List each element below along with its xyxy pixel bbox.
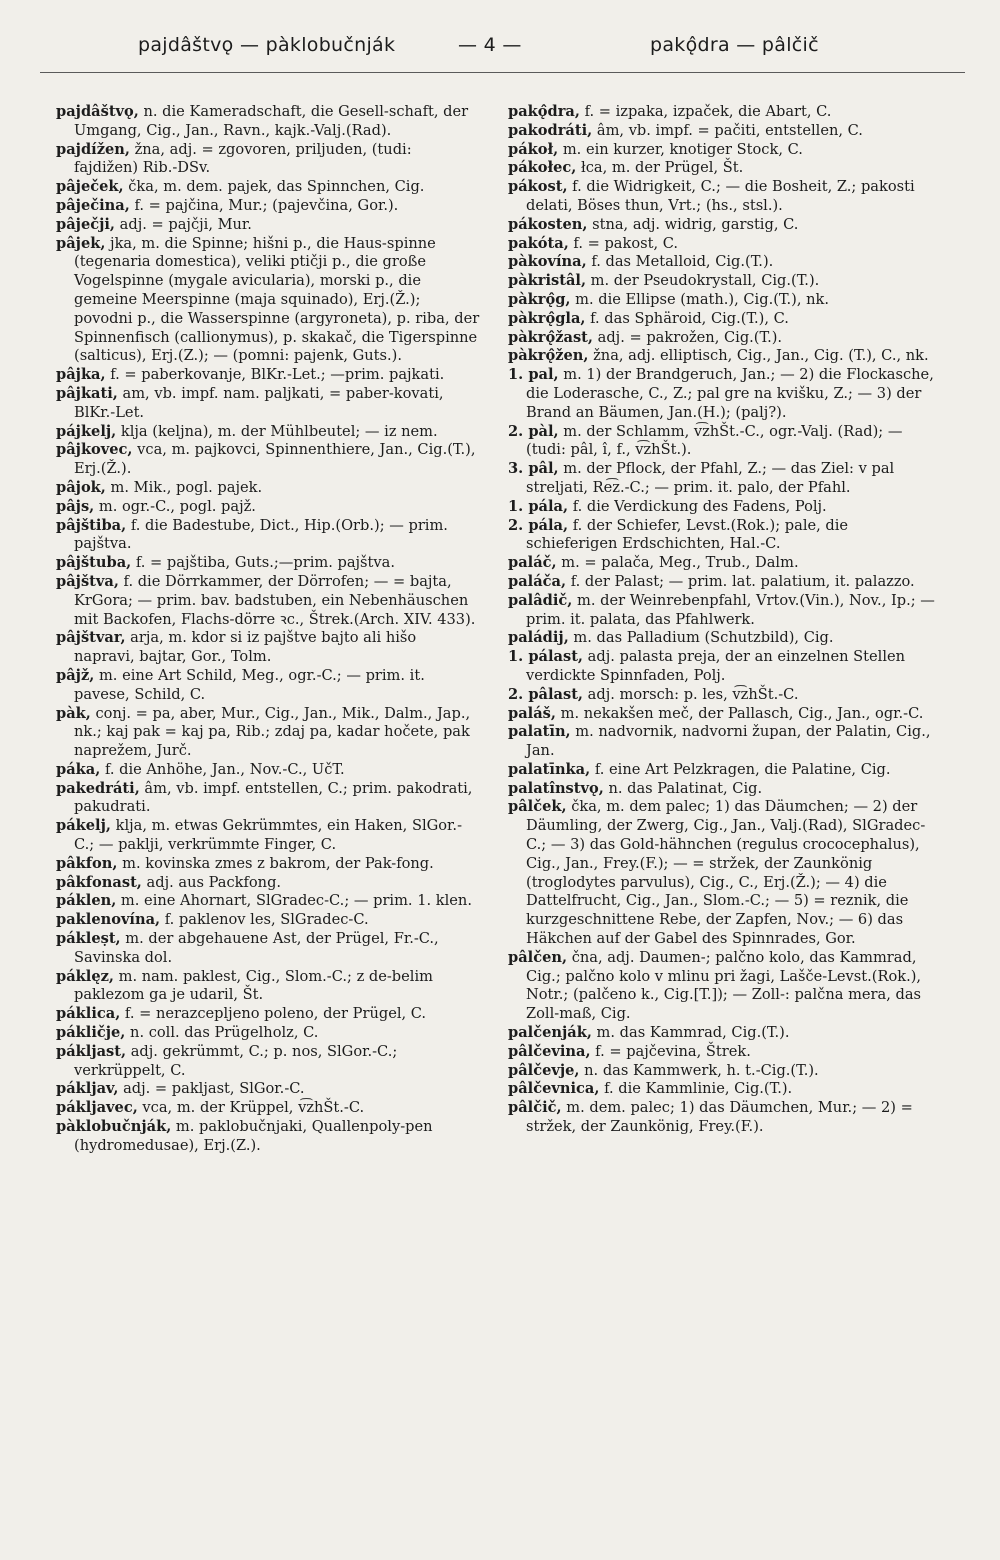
entry-definition: n. die Kameradschaft, die Gesell-schaft, der Umgang, Cig., Jan., Ravn., kajk.-Valj.(Rad).	[74, 103, 469, 139]
entry-headword: pâlčevnica,	[508, 1080, 600, 1098]
entry-definition: arja, m. kdor si iz pajštve bajto ali hišo napravi, bajtar, Gor., Tolm.	[74, 629, 417, 666]
entry-definition: m. das Palladium (Schutzbild), Cig.	[568, 629, 834, 647]
entry-definition: čka, m. dem palec; 1) das Däumchen; — 2) der Däumling, der Zwerg, Cig., Jan., Valj.(Rad), SlGradec-C.; — 3) das Gold-hähnchen (regulus crococephalus), Cig., Jan., Frey.(F.); — = stržek, der Zaunkönig (troglodytes parvulus), Cig., C., Erj.(Ž.); — 4) die Dattelfrucht, Cig., Jan., Slom.-C.; — 5) = reznik, die kurzgeschnittene Rebe, der Zapfen, Nov.; — 6) das Häkchen auf der Gabel des Spinnrades, Gor.	[526, 798, 926, 948]
running-header	[40, 34, 965, 64]
entry-definition: f. = pajštiba, Guts.;—prim. pajštva.	[131, 554, 395, 572]
entry-headword: pajdížen,	[56, 140, 130, 158]
entry-headword: 1. pála,	[508, 497, 569, 515]
entry-definition: m. nadvornik, nadvorni župan, der Palatin, Cig., Jan.	[526, 723, 931, 760]
dictionary-entry	[56, 892, 480, 911]
entry-headword: pàk,	[56, 704, 91, 722]
right-column	[508, 103, 940, 1137]
entry-definition: f. die Kammlinie, Cig.(T.).	[599, 1080, 793, 1098]
entry-definition: adj. = pajčji, Mur.	[115, 215, 252, 233]
dictionary-entry	[56, 141, 480, 179]
entry-definition: f. der Palast; — prim. lat. palatium, it. palazzo.	[566, 572, 915, 590]
entry-headword: pákoł,	[508, 140, 559, 158]
dictionary-entry	[508, 347, 940, 366]
dictionary-entry	[56, 197, 480, 216]
entry-headword: pâjštiba,	[56, 516, 127, 534]
entry-headword: palâdič,	[508, 591, 573, 609]
entry-headword: pâlčevina,	[508, 1042, 591, 1060]
dictionary-entry	[56, 1099, 480, 1118]
entry-definition: f. = pajčina, Mur.; (pajevčina, Gor.).	[129, 196, 399, 214]
entry-definition: žna, adj. elliptisch, Cig., Jan., Cig. (T.), C., nk.	[588, 347, 929, 365]
entry-headword: paklenovína,	[56, 911, 161, 929]
dictionary-entry	[508, 122, 940, 141]
entry-headword: 2. pâlast,	[508, 685, 584, 703]
entry-headword: pâlček,	[508, 798, 567, 816]
entry-headword: paládij,	[508, 629, 569, 647]
dictionary-entry	[508, 1062, 940, 1081]
entry-headword: pâjž,	[56, 666, 95, 684]
dictionary-entry	[56, 1005, 480, 1024]
dictionary-entry	[56, 780, 480, 818]
dictionary-entry	[56, 817, 480, 855]
entry-definition: adj. palasta preja, der an einzelnen Stellen verdickte Spinnfaden, Polj.	[526, 648, 906, 684]
entry-definition: vca, m. der Krüppel, v͡zhŠt.-C.	[137, 1099, 365, 1117]
dictionary-entry	[56, 573, 480, 629]
dictionary-entry	[56, 855, 480, 874]
entry-definition: m. paklobučnjaki, Quallenpoly-pen (hydromedusae), Erj.(Z.).	[74, 1118, 433, 1154]
entry-definition: klja, m. etwas Gekrümmtes, ein Haken, SlGor.-C.; — paklji, verkrümmte Finger, C.	[74, 817, 462, 854]
dictionary-entry	[56, 498, 480, 517]
entry-definition: f. das Metalloid, Cig.(T.).	[586, 253, 774, 271]
dictionary-entry	[56, 235, 480, 367]
dictionary-entry	[56, 1024, 480, 1043]
entry-definition: klja (keljna), m. der Mühlbeutel; — iz nem.	[116, 422, 438, 440]
entry-definition: m. der Pseudokrystall, Cig.(T.).	[586, 272, 820, 290]
entry-headword: pâkfon,	[56, 854, 118, 872]
dictionary-entry	[508, 329, 940, 348]
dictionary-entry	[56, 366, 480, 385]
dictionary-entry	[508, 629, 940, 648]
dictionary-entry	[56, 761, 480, 780]
dictionary-entry	[56, 554, 480, 573]
entry-definition: žna, adj. = zgovoren, priljuden, (tudi: fajdižen) Rib.-DSv.	[74, 140, 412, 177]
entry-headword: páklen,	[56, 892, 117, 910]
dictionary-entry	[508, 1080, 940, 1099]
entry-definition: f. = nerazcepljeno poleno, der Prügel, C.	[120, 1005, 427, 1023]
header-left-guide-words: pajdâštvǫ — pàklobučnják	[138, 34, 396, 56]
entry-definition: âm, vb. impf. = pačiti, entstellen, C.	[592, 121, 863, 139]
entry-definition: f. die Badestube, Dict., Hip.(Orb.); — prim. pajštva.	[74, 516, 448, 553]
dictionary-entry	[56, 667, 480, 705]
dictionary-entry	[56, 1080, 480, 1099]
entry-headword: pàkovína,	[508, 253, 587, 271]
entry-definition: f. die Dörrkammer, der Dörrofen; — = bajta, KrGora; — prim. bav. badstuben, ein Nebenhäuschen mit Backofen, Flachs-dörre ꝛc., Štrek.(Arch. XIV. 433).	[74, 572, 476, 628]
entry-definition: adj. aus Packfong.	[141, 873, 282, 891]
entry-headword: 1. pálast,	[508, 648, 584, 666]
entry-headword: páka,	[56, 760, 101, 778]
dictionary-entry	[508, 498, 940, 517]
entry-headword: pâjštvar,	[56, 629, 126, 647]
entry-headword: 3. pâl,	[508, 460, 559, 478]
dictionary-entry	[508, 216, 940, 235]
entry-headword: pàkrǫ̂gla,	[508, 309, 586, 327]
entry-headword: 2. pála,	[508, 516, 569, 534]
dictionary-entry	[508, 235, 940, 254]
dictionary-entry	[56, 517, 480, 555]
entry-headword: pâkfonast,	[56, 873, 142, 891]
dictionary-entry	[56, 629, 480, 667]
dictionary-entry	[508, 253, 940, 272]
dictionary-entry	[508, 554, 940, 573]
header-rule	[40, 72, 965, 73]
dictionary-entry	[508, 310, 940, 329]
entry-headword: pâlčič,	[508, 1099, 562, 1117]
dictionary-entry	[508, 517, 940, 555]
entry-definition: m. der Pflock, der Pfahl, Z.; — das Ziel: v pal streljati, Re͡z.-C.; — prim. it. palo, der Pfahl.	[526, 460, 895, 496]
entry-definition: čka, m. dem. pajek, das Spinnchen, Cig.	[123, 178, 425, 196]
entry-headword: pâjka,	[56, 366, 106, 384]
entry-definition: m. ogr.-C., pogl. pajž.	[94, 497, 256, 515]
entry-headword: páklęz,	[56, 967, 114, 985]
entry-headword: pâjštva,	[56, 572, 119, 590]
entry-definition: vca, m. pajkovci, Spinnenthiere, Jan., Cig.(T.), Erj.(Ž.).	[74, 441, 476, 478]
entry-definition: f. paklenov les, SlGradec-C.	[160, 911, 369, 929]
dictionary-entry	[56, 1043, 480, 1081]
dictionary-entry	[56, 103, 480, 141]
dictionary-entry	[56, 216, 480, 235]
entry-headword: pâjok,	[56, 478, 106, 496]
entry-definition: adj. = pakrožen, Cig.(T.).	[592, 328, 783, 346]
entry-headword: 1. pal,	[508, 366, 559, 384]
dictionary-entry	[508, 272, 940, 291]
entry-definition: f. = pakost, C.	[568, 234, 679, 252]
entry-headword: paláča,	[508, 572, 567, 590]
dictionary-entry	[508, 949, 940, 1024]
entry-headword: pâječji,	[56, 215, 116, 233]
entry-headword: pajdâštvǫ,	[56, 103, 139, 120]
entry-headword: pâječek,	[56, 178, 124, 196]
entry-headword: pákljavec,	[56, 1099, 138, 1117]
entry-definition: m. = palača, Meg., Trub., Dalm.	[556, 554, 799, 572]
entry-headword: pàkristâl,	[508, 272, 587, 290]
entry-definition: m. kovinska zmes z bakrom, der Pak-fong.	[117, 854, 434, 872]
entry-definition: adj. morsch: p. les, v͡zhŠt.-C.	[583, 685, 799, 703]
entry-definition: f. die Widrigkeit, C.; — die Bosheit, Z.; pakosti delati, Böses thun, Vrt.; (hs., stsl.).	[526, 178, 915, 214]
entry-definition: m. der Schlamm, v͡zhŠt.-C., ogr.-Valj. (Rad); — (tudi: pâl, î, f., v͡zhŠt.).	[526, 422, 903, 459]
dictionary-entry	[508, 573, 940, 592]
dictionary-entry	[508, 705, 940, 724]
dictionary-entry	[508, 761, 940, 780]
entry-definition: m. das Kammrad, Cig.(T.).	[591, 1024, 790, 1042]
entry-definition: m. eine Art Schild, Meg., ogr.-C.; — prim. it. pavese, Schild, C.	[74, 666, 425, 703]
entry-definition: čna, adj. Daumen-; palčno kolo, das Kammrad, Cig.; palčno kolo v mlinu pri žagi, Lašče-Levst.(Rok.), Notr.; (palčeno k., Cig.[T.]); — Zoll-: palčna mera, das Zoll-maß, Cig.	[526, 948, 922, 1023]
dictionary-entry	[508, 178, 940, 216]
entry-definition: m. nekakšen meč, der Pallasch, Cig., Jan., ogr.-C.	[555, 704, 924, 722]
entry-headword: paláč,	[508, 554, 557, 572]
entry-headword: palčenják,	[508, 1024, 592, 1042]
dictionary-entry	[508, 1024, 940, 1043]
dictionary-entry	[56, 1118, 480, 1156]
entry-headword: pàkrǫ̂g,	[508, 290, 571, 308]
entry-headword: palatīnka,	[508, 760, 591, 778]
entry-headword: pàkrǫ̂žast,	[508, 328, 593, 346]
entry-headword: pákleṣt,	[56, 930, 121, 948]
dictionary-entry	[508, 592, 940, 630]
left-column	[56, 103, 480, 1156]
entry-definition: m. die Ellipse (math.), Cig.(T.), nk.	[570, 290, 829, 308]
entry-definition: stna, adj. widrig, garstig, C.	[587, 215, 799, 233]
entry-headword: pákljast,	[56, 1042, 127, 1060]
dictionary-entry	[508, 366, 940, 422]
entry-headword: páklica,	[56, 1005, 121, 1023]
entry-headword: pâlčen,	[508, 948, 568, 966]
dictionary-entry	[56, 423, 480, 442]
entry-definition: f. das Sphäroid, Cig.(T.), C.	[585, 309, 789, 327]
entry-definition: f. = paberkovanje, BlKr.-Let.; —prim. pajkati.	[105, 366, 445, 384]
entry-headword: pâjštuba,	[56, 554, 132, 572]
entry-definition: m. 1) der Brandgeruch, Jan.; — 2) die Flockasche, die Loderasche, C., Z.; pal gre na kvišku, Z.; — 3) der Brand an Bäumen, Jan.(H.); (palj?).	[526, 366, 934, 421]
entry-headword: pákljav,	[56, 1080, 119, 1098]
entry-definition: m. nam. paklest, Cig., Slom.-C.; z de-belim paklezom ga je udaril, Št.	[74, 967, 433, 1004]
entry-headword: pâjs,	[56, 497, 95, 515]
entry-headword: pàklobučnják,	[56, 1118, 172, 1136]
dictionary-entry	[56, 930, 480, 968]
dictionary-entry	[508, 780, 940, 799]
entry-definition: jka, m. die Spinne; hišni p., die Haus-spinne (tegenaria domestica), veliki ptičji p., die große Vogelspinne (mygale avicularia), morski p., die gemeine Meerspinne (maja squinado), Erj.(Ž.); povodni p., die Wasserspinne (argyroneta), p. riba, der Spinnenfisch (callionymus), p. skakač, die Tigerspinne (salticus), Erj.(Z.); — (pomni: pajenk, Guts.).	[74, 234, 480, 365]
entry-headword: pákličje,	[56, 1024, 126, 1042]
dictionary-entry	[56, 479, 480, 498]
entry-definition: f. = pajčevina, Štrek.	[590, 1042, 751, 1060]
entry-definition: f. eine Art Pelzkragen, die Palatine, Cig.	[590, 760, 891, 778]
entry-headword: paláš,	[508, 704, 556, 722]
dictionary-entry	[508, 103, 940, 122]
dictionary-entry	[508, 1099, 940, 1137]
entry-definition: f. die Verdickung des Fadens, Polj.	[568, 497, 827, 515]
entry-headword: pákost,	[508, 178, 568, 196]
dictionary-entry	[508, 423, 940, 461]
dictionary-entry	[508, 291, 940, 310]
entry-headword: palatīn,	[508, 723, 571, 741]
entry-headword: pákosten,	[508, 215, 588, 233]
entry-definition: f. die Anhöhe, Jan., Nov.-C., UčT.	[100, 760, 345, 778]
dictionary-entry	[56, 178, 480, 197]
entry-headword: pakóta,	[508, 234, 569, 252]
dictionary-entry	[508, 798, 940, 948]
entry-definition: adj. = pakljast, SlGor.-C.	[118, 1080, 305, 1098]
entry-headword: pakǫ̂dra,	[508, 103, 580, 120]
entry-headword: pákołec,	[508, 159, 577, 177]
entry-headword: pájkelj,	[56, 422, 117, 440]
entry-headword: pâjek,	[56, 234, 106, 252]
entry-definition: m. der abgehauene Ast, der Prügel, Fr.-C., Savinska dol.	[74, 930, 439, 966]
entry-definition: n. das Kammwerk, h. t.-Cig.(T.).	[579, 1061, 819, 1079]
entry-definition: m. eine Ahornart, SlGradec-C.; — prim. 1. klen.	[116, 892, 472, 910]
entry-definition: m. dem. palec; 1) das Däumchen, Mur.; — 2) = stržek, der Zaunkönig, Frey.(F.).	[526, 1099, 913, 1136]
dictionary-entry	[56, 968, 480, 1006]
dictionary-entry	[508, 159, 940, 178]
dictionary-entry	[56, 874, 480, 893]
entry-headword: pákelj,	[56, 817, 111, 835]
entry-headword: pâlčevje,	[508, 1061, 580, 1079]
page-number: — 4 —	[458, 34, 522, 56]
dictionary-entry	[56, 385, 480, 423]
entry-headword: pâjkati,	[56, 384, 118, 402]
dictionary-entry	[508, 1043, 940, 1062]
entry-headword: pakedráti,	[56, 779, 140, 797]
entry-definition: m. der Weinrebenpfahl, Vrtov.(Vin.), Nov., Ip.; — prim. it. palata, das Pfahlwerk.	[526, 591, 935, 628]
entry-definition: f. der Schiefer, Levst.(Rok.); pale, die schieferigen Erdschichten, Hal.-C.	[526, 516, 849, 553]
dictionary-entry	[56, 441, 480, 479]
dictionary-entry	[508, 141, 940, 160]
entry-headword: pâječina,	[56, 196, 130, 214]
entry-headword: pâjkovec,	[56, 441, 133, 459]
entry-definition: f. = izpaka, izpaček, die Abart, C.	[579, 103, 832, 120]
entry-definition: łca, m. der Prügel, Št.	[576, 159, 744, 177]
entry-definition: m. Mik., pogl. pajek.	[105, 478, 263, 496]
header-right-guide-words: pakǫ̂dra — pâlčič	[650, 34, 819, 56]
entry-definition: am, vb. impf. nam. paljkati, = paber-kovati, BlKr.-Let.	[74, 384, 444, 421]
dictionary-entry	[508, 686, 940, 705]
entry-headword: pàkrǫ̂žen,	[508, 347, 589, 365]
entry-definition: adj. gekrümmt, C.; p. nos, SlGor.-C.; verkrüppelt, C.	[74, 1042, 398, 1079]
entry-headword: palatînstvǫ,	[508, 779, 604, 797]
entry-definition: m. ein kurzer, knotiger Stock, C.	[558, 140, 803, 158]
entry-definition: n. das Palatinat, Cig.	[603, 779, 763, 797]
dictionary-entry	[508, 723, 940, 761]
entry-definition: n. coll. das Prügelholz, C.	[125, 1024, 319, 1042]
dictionary-entry	[508, 460, 940, 498]
entry-headword: pakodráti,	[508, 121, 593, 139]
entry-headword: 2. pàl,	[508, 422, 559, 440]
dictionary-entry	[508, 648, 940, 686]
dictionary-entry	[56, 705, 480, 761]
entry-definition: âm, vb. impf. entstellen, C.; prim. pakodrati, pakudrati.	[74, 779, 473, 816]
dictionary-entry	[56, 911, 480, 930]
entry-definition: conj. = pa, aber, Mur., Cig., Jan., Mik., Dalm., Jap., nk.; kaj pak = kaj pa, Rib.; zdaj pa, kadar hočete, pak naprežem, Jurč.	[74, 704, 471, 760]
